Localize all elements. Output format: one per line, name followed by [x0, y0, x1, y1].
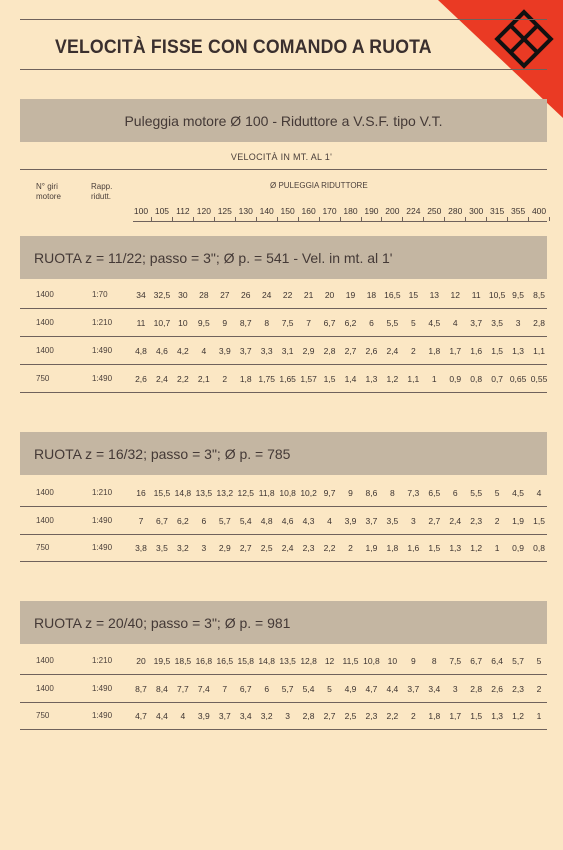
table-cell: 7,4 [197, 683, 210, 694]
table-cell: 3,4 [239, 711, 252, 721]
table-cell: 11,8 [258, 488, 275, 498]
pulley-size-140: 140 [259, 206, 274, 216]
row-rule [20, 534, 547, 535]
table-cell: 4,4 [156, 711, 168, 721]
table-cell: 12,8 [300, 656, 317, 666]
table-cell: 1,2 [512, 711, 524, 721]
table-cell: 3,7 [470, 318, 483, 328]
table-cell: 24 [261, 290, 272, 300]
table-cell: 2 [410, 711, 416, 721]
table-cell: 2,7 [323, 711, 336, 721]
row-ratio: 1:490 [92, 543, 113, 552]
row-rule [20, 308, 547, 309]
table-cell: 3,7 [365, 515, 378, 526]
table-cell: 6,7 [239, 683, 252, 694]
pulley-size-125: 125 [217, 206, 232, 216]
table-cell: 1,5 [533, 515, 545, 526]
pulley-size-190: 190 [364, 206, 379, 216]
pulley-label: Ø PULEGGIA RIDUTTORE [270, 181, 368, 190]
table-cell: 4,7 [135, 711, 147, 721]
table-cell: 4 [327, 515, 332, 526]
scale-tick [507, 217, 508, 221]
row-rpm: 1400 [36, 683, 54, 693]
table-cell: 2,2 [386, 711, 399, 721]
row-rule [20, 506, 547, 507]
table-cell: 3,7 [239, 346, 252, 356]
table-cell: 2,1 [197, 374, 210, 384]
table-cell: 1,57 [300, 374, 317, 384]
table-cell: 6 [452, 488, 458, 498]
pulley-size-150: 150 [280, 206, 295, 216]
table-cell: 26 [241, 290, 251, 300]
section-banner-2: RUOTA z = 16/32; passo = 3"; Ø p. = 785 [20, 432, 547, 475]
table-cell: 4,8 [135, 346, 147, 356]
table-cell: 0,8 [533, 543, 545, 553]
table-cell: 2 [494, 515, 500, 526]
table-cell: 7,3 [407, 488, 420, 498]
table-cell: 13 [429, 290, 440, 300]
scale-tick [528, 217, 529, 221]
table-cell: 4,4 [386, 683, 399, 694]
scale-tick [402, 217, 403, 221]
table-cell: 1,3 [365, 374, 378, 384]
table-cell: 3,9 [197, 711, 210, 721]
table-cell: 2,5 [344, 711, 357, 721]
table-cell: 21 [303, 290, 314, 300]
pulley-size-100: 100 [133, 206, 149, 216]
table-cell: 3,5 [386, 515, 399, 526]
table-cell: 6,7 [323, 318, 336, 328]
table-cell: 1,3 [449, 543, 462, 553]
table-cell: 4,3 [302, 515, 315, 526]
row-ratio: 1:490 [92, 683, 113, 693]
table-cell: 1,3 [491, 711, 504, 721]
table-cell: 8,6 [365, 488, 378, 498]
table-cell: 10,2 [300, 488, 317, 498]
row-rule [20, 729, 547, 730]
table-cell: 1,1 [407, 374, 420, 384]
row-rpm: 750 [36, 711, 50, 720]
row-rule [20, 364, 547, 365]
table-cell: 2 [536, 683, 542, 694]
row-ratio: 1:490 [92, 374, 113, 383]
table-cell: 3 [515, 318, 521, 328]
table-cell: 5,4 [302, 683, 315, 694]
table-cell: 1,8 [428, 346, 441, 356]
table-cell: 10,7 [153, 318, 171, 328]
table-cell: 7 [306, 318, 311, 328]
table-cell: 2,4 [156, 374, 168, 384]
table-cell: 1,9 [365, 543, 378, 553]
table-cell: 8 [390, 488, 395, 498]
row-ratio: 1:210 [92, 318, 113, 327]
table-cell: 1,7 [449, 711, 462, 721]
pulley-size-250: 250 [427, 206, 442, 216]
table-cell: 16,5 [216, 656, 234, 666]
pulley-size-120: 120 [196, 206, 211, 216]
table-cell: 4,6 [281, 515, 294, 526]
table-cell: 3,3 [260, 346, 273, 356]
table-cell: 4 [201, 346, 207, 356]
pulley-size-105: 105 [154, 206, 170, 216]
table-cell: 6,7 [156, 515, 168, 526]
table-cell: 5,5 [470, 488, 483, 498]
table-cell: 1,6 [407, 543, 420, 553]
table-cell: 2,2 [176, 374, 189, 384]
motor-col-label: N° giri motore [36, 182, 61, 201]
table-cell: 15 [408, 290, 419, 300]
table-cell: 4,8 [260, 515, 273, 526]
table-cell: 13,2 [216, 488, 234, 498]
row-rule [20, 336, 547, 337]
table-cell: 5 [410, 318, 416, 328]
pulley-size-315: 315 [490, 206, 505, 216]
title-rule [20, 69, 547, 70]
table-cell: 5 [494, 488, 500, 498]
table-cell: 6 [264, 683, 270, 694]
table-cell: 0,65 [509, 374, 527, 384]
row-rpm: 1400 [36, 656, 54, 665]
header-rule [20, 169, 547, 170]
table-cell: 1,2 [470, 543, 483, 553]
table-cell: 8,7 [239, 318, 252, 328]
scale-tick [151, 217, 152, 221]
table-cell: 1,5 [428, 543, 441, 553]
table-cell: 4 [536, 488, 542, 498]
table-cell: 8,7 [135, 683, 147, 694]
scale-tick [277, 217, 278, 221]
table-cell: 22 [282, 290, 293, 300]
table-cell: 16 [136, 488, 146, 498]
pulley-size-355: 355 [511, 206, 526, 216]
table-cell: 14,8 [258, 656, 275, 666]
table-cell: 2,3 [470, 515, 483, 526]
table-cell: 10 [178, 318, 188, 328]
row-rpm: 1400 [36, 515, 54, 525]
table-cell: 14,8 [174, 488, 192, 498]
table-cell: 3,2 [176, 543, 189, 553]
table-cell: 10 [387, 656, 398, 666]
table-cell: 0,8 [470, 374, 483, 384]
table-cell: 9,5 [197, 318, 210, 328]
table-cell: 5 [327, 683, 332, 694]
table-cell: 19,5 [153, 656, 171, 666]
table-cell: 1,9 [512, 515, 524, 526]
scale-tick [235, 217, 236, 221]
table-cell: 2,4 [449, 515, 462, 526]
scale-tick [214, 217, 215, 221]
scale-tick [444, 217, 445, 221]
table-cell: 18 [366, 290, 377, 300]
row-ratio: 1:490 [92, 515, 113, 525]
table-cell: 3,7 [407, 683, 420, 694]
row-rpm: 1400 [36, 488, 54, 497]
table-cell: 3,9 [218, 346, 231, 356]
scale-tick [172, 217, 173, 221]
table-cell: 1,3 [512, 346, 524, 356]
table-cell: 1 [536, 711, 542, 721]
table-cell: 7 [138, 515, 144, 526]
table-cell: 1,5 [470, 711, 483, 721]
table-cell: 3 [285, 711, 290, 721]
scale-tick [549, 217, 550, 221]
table-cell: 2,8 [323, 346, 336, 356]
table-cell: 1,4 [344, 374, 357, 384]
table-cell: 6,7 [470, 656, 483, 666]
table-cell: 19 [345, 290, 356, 300]
pulley-size-200: 200 [385, 206, 400, 216]
table-cell: 1,65 [279, 374, 296, 384]
table-cell: 4,5 [428, 318, 441, 328]
table-cell: 2,8 [470, 683, 483, 694]
table-cell: 3,9 [344, 515, 357, 526]
row-rule [20, 561, 547, 562]
table-cell: 1,6 [470, 346, 483, 356]
table-cell: 11 [136, 318, 146, 328]
row-rpm: 750 [36, 374, 50, 383]
scale-tick [319, 217, 320, 221]
table-cell: 3,4 [428, 683, 441, 694]
table-cell: 1,8 [239, 374, 252, 384]
table-cell: 8,5 [533, 290, 545, 300]
table-cell: 3,5 [491, 318, 504, 328]
row-rule [20, 392, 547, 393]
table-cell: 2 [410, 346, 416, 356]
table-cell: 6,2 [176, 515, 189, 526]
pulley-scale [133, 216, 547, 222]
table-cell: 1 [431, 374, 437, 384]
top-rule [20, 19, 547, 20]
table-cell: 15,5 [153, 488, 171, 498]
table-cell: 1,5 [491, 346, 504, 356]
row-rpm: 1400 [36, 346, 54, 355]
table-cell: 3 [201, 543, 207, 553]
table-cell: 2,4 [386, 346, 399, 356]
table-cell: 20 [324, 290, 335, 300]
table-cell: 30 [178, 290, 188, 300]
table-cell: 2,8 [533, 318, 545, 328]
table-cell: 2,2 [323, 543, 336, 553]
table-cell: 6,5 [428, 488, 441, 498]
scale-tick [256, 217, 257, 221]
table-cell: 0,7 [491, 374, 504, 384]
scale-tick [423, 217, 424, 221]
pulley-size-400: 400 [531, 206, 547, 216]
table-cell: 1,8 [428, 711, 441, 721]
table-cell: 3,5 [156, 543, 168, 553]
table-cell: 4,2 [176, 346, 189, 356]
scale-tick [361, 217, 362, 221]
scale-tick [193, 217, 194, 221]
header-banner: Puleggia motore Ø 100 - Riduttore a V.S.F. tipo V.T. [20, 99, 547, 142]
table-cell: 2 [222, 374, 228, 384]
table-cell: 8,4 [156, 683, 168, 694]
scale-tick [381, 217, 382, 221]
row-rpm: 1400 [36, 318, 54, 327]
table-cell: 18,5 [174, 656, 192, 666]
table-cell: 6 [369, 318, 374, 328]
table-cell: 11 [471, 290, 481, 300]
pulley-size-160: 160 [301, 206, 316, 216]
table-cell: 2,7 [344, 346, 357, 356]
table-cell: 3 [452, 683, 458, 694]
table-cell: 9 [348, 488, 353, 498]
table-cell: 2,6 [491, 683, 504, 694]
table-cell: 1,2 [386, 374, 399, 384]
row-ratio: 1:490 [92, 711, 113, 720]
pulley-size-180: 180 [343, 206, 358, 216]
pulley-size-300: 300 [469, 206, 484, 216]
table-cell: 11,5 [342, 656, 359, 666]
velocity-label: VELOCITÀ IN MT. AL 1' [230, 152, 333, 162]
table-cell: 27 [220, 290, 230, 300]
table-cell: 5,5 [386, 318, 399, 328]
table-cell: 15,8 [237, 656, 255, 666]
pulley-size-170: 170 [322, 206, 337, 216]
table-cell: 4,5 [512, 488, 524, 498]
table-cell: 5,7 [218, 515, 231, 526]
table-cell: 3,7 [218, 711, 231, 721]
row-rpm: 1400 [36, 290, 54, 299]
table-cell: 4 [452, 318, 458, 328]
table-cell: 2,9 [302, 346, 315, 356]
pulley-size-112: 112 [176, 206, 190, 216]
table-cell: 1,5 [323, 374, 336, 384]
table-cell: 12 [324, 656, 335, 666]
table-cell: 2,7 [239, 543, 252, 553]
table-cell: 9 [410, 656, 416, 666]
table-cell: 1,1 [533, 346, 545, 356]
table-cell: 3,2 [260, 711, 273, 721]
row-ratio: 1:70 [92, 290, 108, 299]
pulley-size-130: 130 [238, 206, 253, 216]
section-banner-1: RUOTA z = 11/22; passo = 3"; Ø p. = 541 - Vel. in mt. al 1' [20, 236, 547, 279]
row-ratio: 1:210 [92, 656, 113, 665]
table-cell: 1 [494, 543, 500, 553]
table-cell: 4,7 [365, 683, 378, 694]
table-cell: 10,8 [363, 656, 380, 666]
table-cell: 5,4 [239, 515, 252, 526]
table-cell: 9 [222, 318, 228, 328]
table-cell: 1,7 [449, 346, 462, 356]
table-cell: 16,5 [384, 290, 401, 300]
table-cell: 2,8 [302, 711, 315, 721]
row-rpm: 750 [36, 543, 50, 552]
table-cell: 1,75 [258, 374, 275, 384]
table-cell: 16,8 [195, 656, 213, 666]
table-cell: 3 [410, 515, 416, 526]
table-cell: 0,9 [449, 374, 462, 384]
table-cell: 9,5 [512, 290, 524, 300]
table-cell: 32,5 [153, 290, 171, 300]
table-cell: 7,7 [176, 683, 189, 694]
row-ratio: 1:490 [92, 346, 113, 355]
table-cell: 4,6 [156, 346, 168, 356]
brand-logo-icon [493, 8, 555, 70]
table-cell: 3,8 [135, 543, 147, 553]
table-cell: 9,7 [323, 488, 336, 498]
table-cell: 4,9 [344, 683, 357, 694]
table-cell: 2,3 [302, 543, 315, 553]
section-banner-3: RUOTA z = 20/40; passo = 3"; Ø p. = 981 [20, 601, 547, 644]
pulley-size-224: 224 [406, 206, 421, 216]
table-cell: 0,9 [512, 543, 524, 553]
table-cell: 2,6 [135, 374, 147, 384]
row-ratio: 1:210 [92, 488, 113, 497]
table-cell: 2 [348, 543, 353, 553]
table-cell: 6,2 [344, 318, 357, 328]
table-cell: 3,1 [281, 346, 294, 356]
table-cell: 10,8 [279, 488, 296, 498]
table-cell: 2,3 [512, 683, 524, 694]
table-cell: 28 [199, 290, 209, 300]
table-cell: 2,5 [260, 543, 273, 553]
ratio-col-label: Rapp. ridutt. [91, 182, 113, 201]
page-title: VELOCITÀ FISSE CON COMANDO A RUOTA [55, 37, 432, 58]
table-cell: 12 [450, 290, 460, 300]
pulley-size-280: 280 [448, 206, 463, 216]
scale-tick [340, 217, 341, 221]
table-cell: 7,5 [281, 318, 294, 328]
table-cell: 0,55 [530, 374, 548, 384]
scale-tick [465, 217, 466, 221]
table-cell: 4 [180, 711, 186, 721]
table-cell: 13,5 [195, 488, 213, 498]
table-cell: 7 [222, 683, 228, 694]
table-cell: 5,7 [281, 683, 294, 694]
table-cell: 2,4 [281, 543, 294, 553]
table-cell: 10,5 [488, 290, 506, 300]
row-rule [20, 702, 547, 703]
table-cell: 5 [536, 656, 542, 666]
table-cell: 1,8 [386, 543, 399, 553]
row-rule [20, 674, 547, 675]
table-cell: 20 [136, 656, 146, 666]
table-cell: 7,5 [449, 656, 462, 666]
table-cell: 5,7 [512, 656, 524, 666]
table-cell: 13,5 [279, 656, 296, 666]
scale-tick [298, 217, 299, 221]
table-cell: 6 [201, 515, 207, 526]
table-cell: 6,4 [491, 656, 504, 666]
table-cell: 2,6 [365, 346, 378, 356]
table-cell: 2,3 [365, 711, 378, 721]
table-cell: 34 [136, 290, 146, 300]
table-cell: 12,5 [237, 488, 255, 498]
table-cell: 8 [264, 318, 270, 328]
table-cell: 8 [431, 656, 437, 666]
table-cell: 2,9 [218, 543, 231, 553]
table-cell: 2,7 [428, 515, 441, 526]
scale-tick [486, 217, 487, 221]
